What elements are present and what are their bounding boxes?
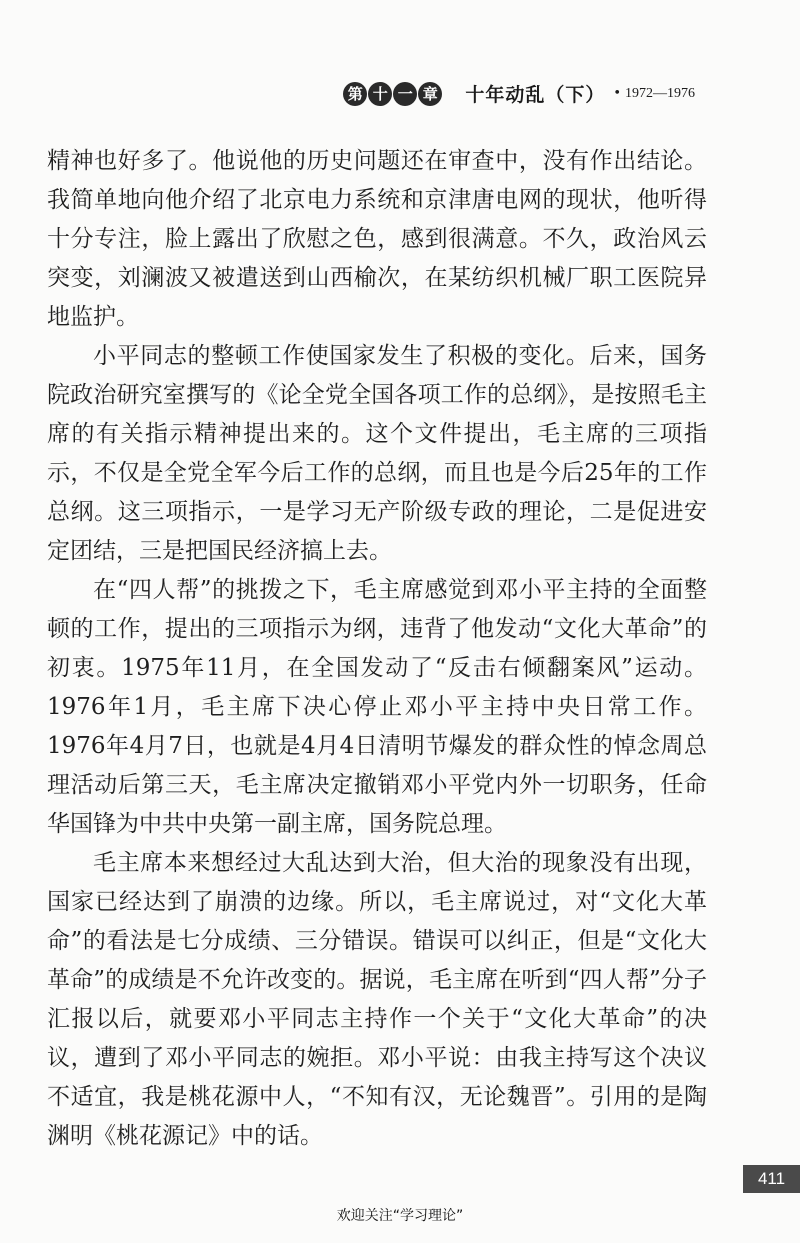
body-text xyxy=(47,142,707,1156)
paragraph: 在“四人帮”的挑拨之下，毛主席感觉到邓小平主持的全面整顿的工作，提出的三项指示为纲，违背了他发动“文化大革命”的初衷。1975年11月，在全国发动了“反击右倾翻案风”运动。1976年1月，毛主席下决心停止邓小平主持中央日常工作。1976年4月7日，也就是4月4日清明节爆发的群众性的悼念周总理活动后第三天，毛主席决定撤销邓小平党内外一切职务，任命华国锋为中共中央第一副主席，国务院总理。 xyxy=(47,577,707,837)
footer-note: 欢迎关注“学习理论” xyxy=(336,1208,464,1224)
chapter-badge-char: 一 xyxy=(393,82,417,106)
chapter-title: 十年动乱（下） xyxy=(465,84,606,106)
page-number: 411 xyxy=(743,1165,800,1193)
chapter-badge-char: 十 xyxy=(368,82,392,106)
chapter-badge-char: 第 xyxy=(343,82,367,106)
chapter-badge-char: 章 xyxy=(418,82,442,106)
header-separator: • xyxy=(613,86,621,101)
paragraph-continued: 精神也好多了。他说他的历史问题还在审查中，没有作出结论。我简单地向他介绍了北京电力系统和京津唐电网的现状，他听得十分专注，脸上露出了欣慰之色，感到很满意。不久，政治风云突变，刘澜波又被遣送到山西榆次，在某纺织机械厂职工医院异地监护。 xyxy=(47,148,707,330)
chapter-badge xyxy=(343,82,443,106)
chapter-years: 1972—1976 xyxy=(625,85,695,101)
running-header xyxy=(343,80,695,107)
paragraph: 小平同志的整顿工作使国家发生了积极的变化。后来，国务院政治研究室撰写的《论全党全国各项工作的总纲》，是按照毛主席的有关指示精神提出来的。这个文件提出，毛主席的三项指示，不仅是全党全军今后工作的总纲，而且也是今后25年的工作总纲。这三项指示，一是学习无产阶级专政的理论，二是促进安定团结，三是把国民经济搞上去。 xyxy=(47,343,707,564)
paragraph: 毛主席本来想经过大乱达到大治，但大治的现象没有出现，国家已经达到了崩溃的边缘。所以，毛主席说过，对“文化大革命”的看法是七分成绩、三分错误。错误可以纠正，但是“文化大革命”的成绩是不允许改变的。据说，毛主席在听到“四人帮”分子汇报以后，就要邓小平同志主持作一个关于“文化大革命”的决议，遭到了邓小平同志的婉拒。邓小平说：由我主持写这个决议不适宜，我是桃花源中人，“不知有汉，无论魏晋”。引用的是陶渊明《桃花源记》中的话。 xyxy=(47,850,707,1149)
